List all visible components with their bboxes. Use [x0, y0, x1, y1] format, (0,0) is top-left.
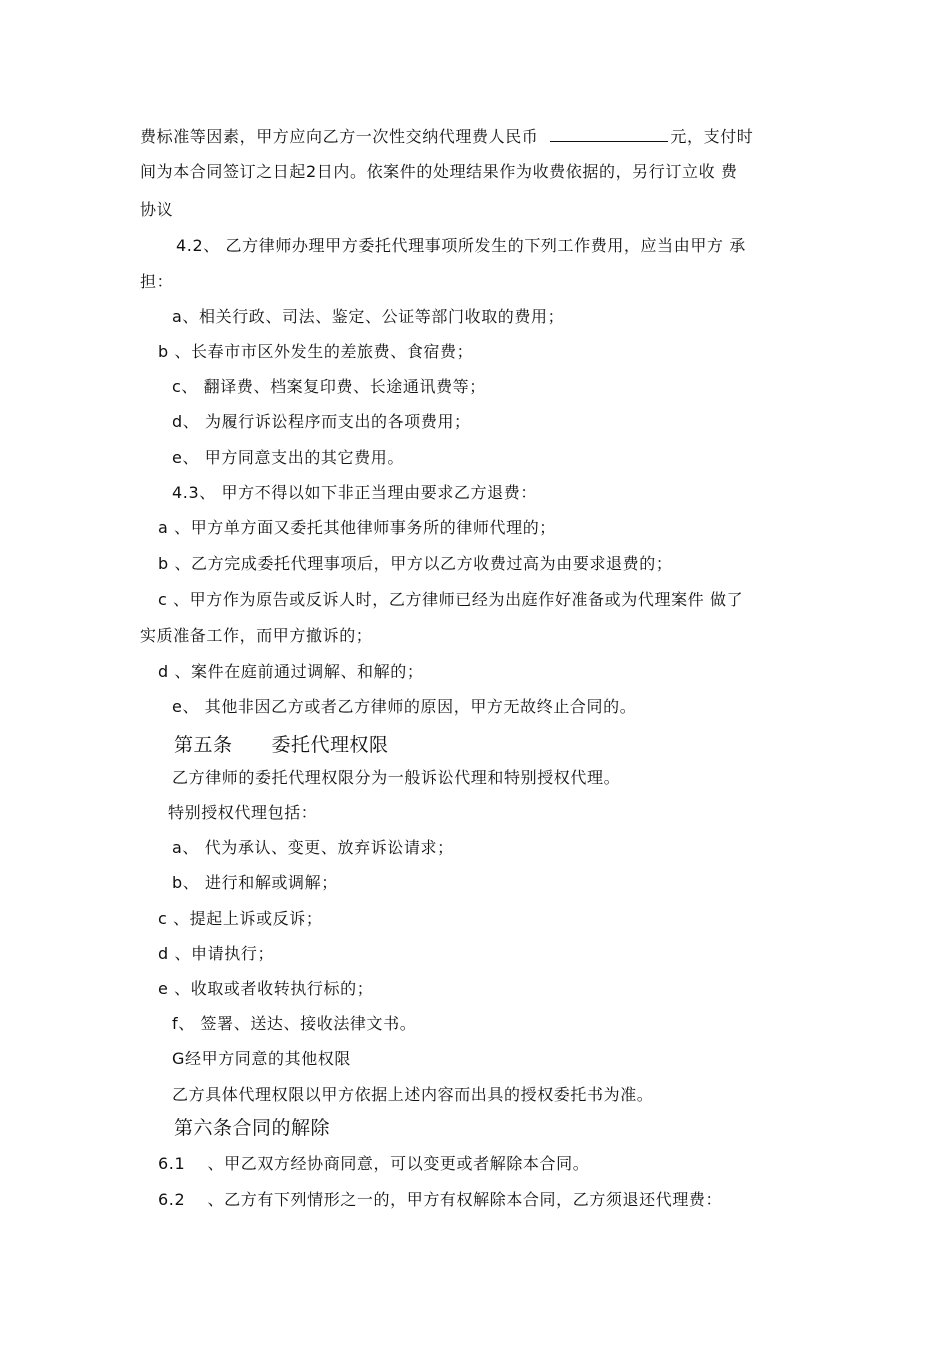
list-item: c 、甲方作为原告或反诉人时，乙方律师已经为出庭作好准备或为代理案件 做了	[158, 590, 744, 609]
list-item: e、 其他非因乙方或者乙方律师的原因，甲方无故终止合同的。	[172, 697, 637, 716]
clause-line: 6.2 、乙方有下列情形之一的，甲方有权解除本合同，乙方须退还代理费：	[158, 1190, 723, 1209]
list-item: d、 为履行诉讼程序而支出的各项费用；	[172, 412, 471, 431]
text-line	[140, 126, 753, 147]
clause-line: 6.1 、甲乙双方经协商同意，可以变更或者解除本合同。	[158, 1154, 590, 1173]
list-item: b、 进行和解或调解；	[172, 873, 338, 892]
list-item: G经甲方同意的其他权限	[172, 1049, 351, 1068]
text-line: 乙方具体代理权限以甲方依据上述内容而出具的授权委托书为准。	[172, 1085, 654, 1104]
text-line: 间为本合同签订之日起2日内。依案件的处理结果作为收费依据的，另行订立收 费	[140, 162, 738, 181]
list-item: b 、乙方完成委托代理事项后，甲方以乙方收费过高为由要求退费的；	[158, 554, 673, 573]
text-segment: 元，支付时	[670, 127, 754, 146]
list-item: a、相关行政、司法、鉴定、公证等部门收取的费用；	[172, 307, 565, 326]
list-item: a 、甲方单方面又委托其他律师事务所的律师代理的；	[158, 518, 556, 537]
text-line: 乙方律师的委托代理权限分为一般诉讼代理和特别授权代理。	[172, 768, 621, 787]
list-item: b 、长春市市区外发生的差旅费、食宿费；	[158, 342, 474, 361]
text-line: 实质准备工作，而甲方撤诉的；	[140, 626, 373, 645]
clause-line: 4.2、 乙方律师办理甲方委托代理事项所发生的下列工作费用，应当由甲方 承	[176, 236, 746, 255]
list-item: c 、提起上诉或反诉；	[158, 909, 323, 928]
list-item: f、 签署、送达、接收法律文书。	[172, 1014, 417, 1033]
list-item: d 、案件在庭前通过调解、和解的；	[158, 662, 424, 681]
list-item: c、 翻译费、档案复印费、长途通讯费等；	[172, 377, 486, 396]
text-line: 特别授权代理包括：	[168, 803, 318, 822]
list-item: a、 代为承认、变更、放弃诉讼请求；	[172, 838, 454, 857]
section-heading: 第六条合同的解除	[174, 1117, 331, 1139]
list-item: d 、申请执行；	[158, 944, 275, 963]
clause-line: 4.3、 甲方不得以如下非正当理由要求乙方退费：	[172, 483, 537, 502]
section-heading: 第五条 委托代理权限	[174, 734, 389, 756]
text-line: 担：	[140, 272, 174, 291]
text-line: 协议	[140, 200, 174, 219]
fee-amount-blank	[550, 126, 668, 142]
list-item: e、 甲方同意支出的其它费用。	[172, 448, 404, 467]
list-item: e 、收取或者收转执行标的；	[158, 979, 374, 998]
text-segment: 费标准等因素，甲方应向乙方一次性交纳代理费人民币	[140, 127, 539, 146]
